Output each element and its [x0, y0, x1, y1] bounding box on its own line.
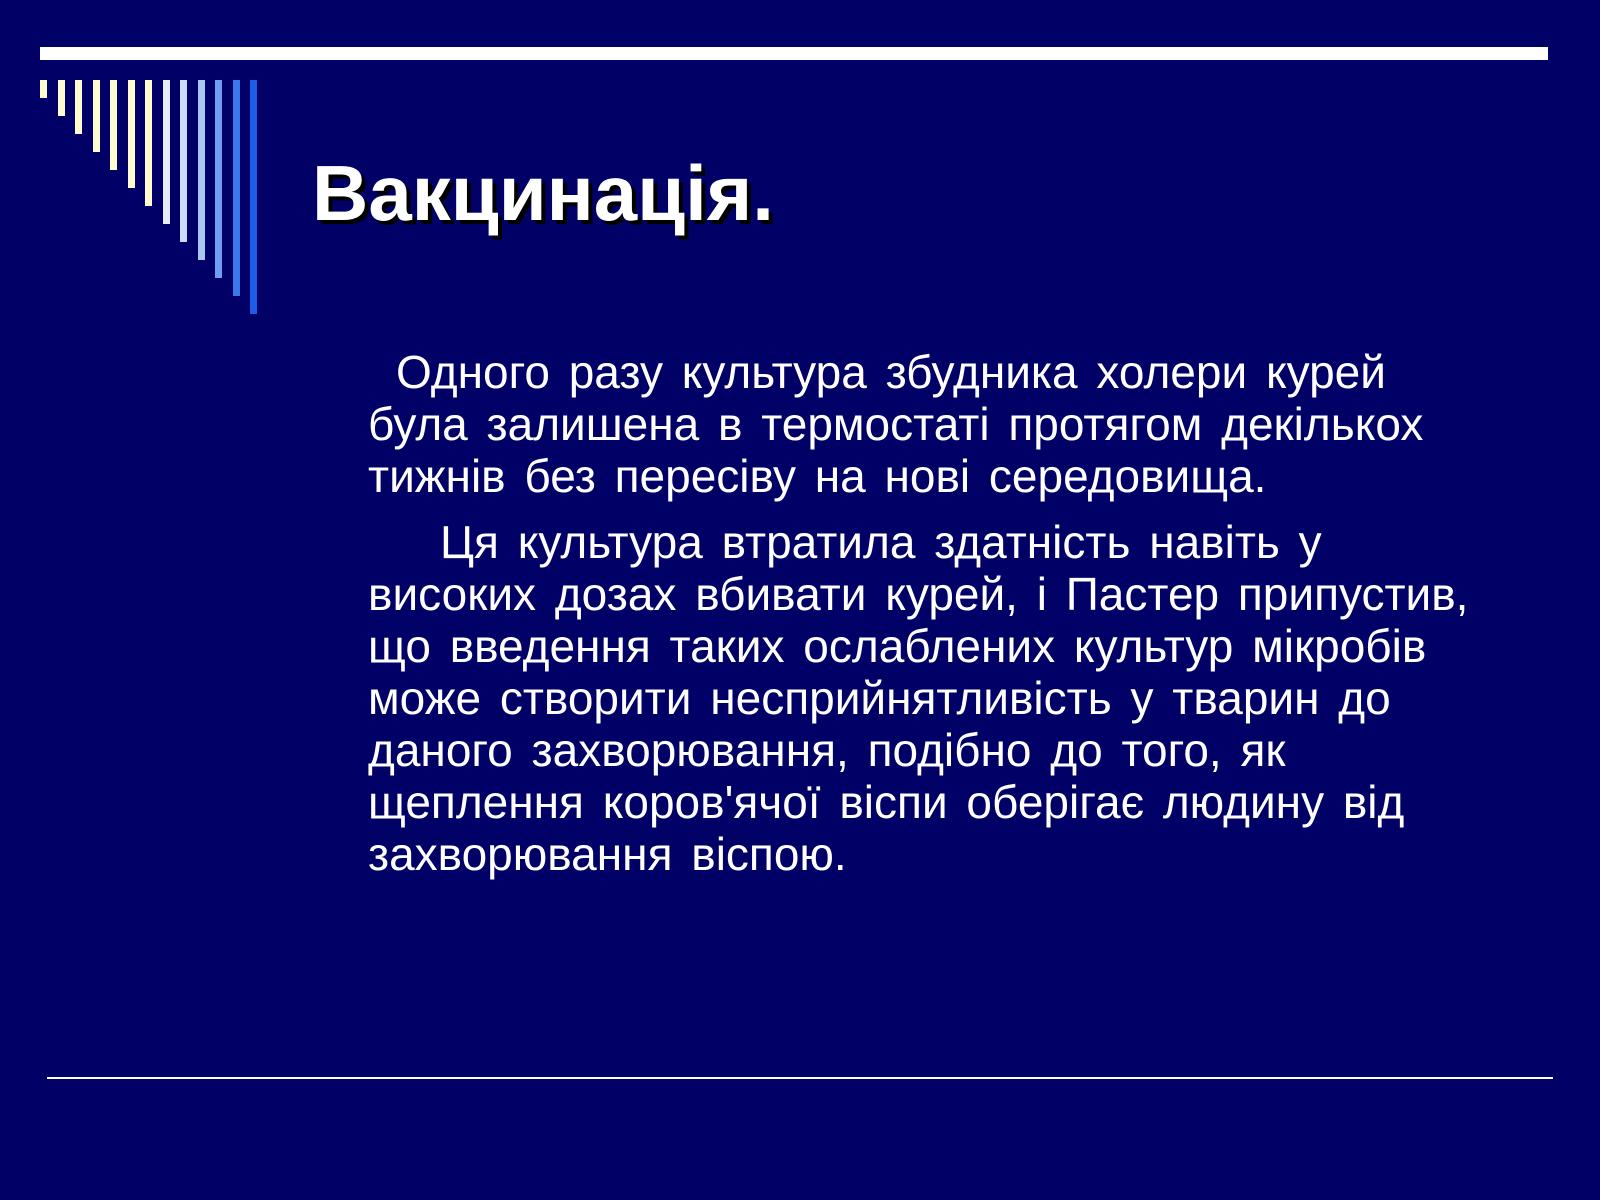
body-paragraph: Одного разу культура збудника холери курей була залишена в термостаті протягом декількох тижнів без пересіву на нові середовища.: [368, 346, 1424, 502]
slide-title: Вакцинація.: [312, 149, 774, 237]
body-paragraph: Ця культура втратила здатність навіть у високих дозах вбивати курей, і Пастер припустив, що введення таких ослаблених культур мікробів може створити несприйнятливість у тварин до даного захворювання, подібно до того, як щеплення коров'ячої віспи оберігає людину від захворювання віспою.: [368, 516, 1469, 880]
decorative-stripe: [145, 80, 152, 206]
decorative-stripes: [0, 0, 270, 340]
slide-body: [368, 346, 1498, 894]
decorative-stripe: [58, 80, 65, 116]
decorative-stripe: [180, 80, 187, 242]
bottom-rule: [47, 1077, 1553, 1079]
decorative-stripe: [233, 80, 240, 296]
decorative-stripe: [163, 80, 170, 224]
decorative-stripe: [93, 80, 100, 152]
decorative-stripe: [75, 80, 82, 134]
decorative-stripe: [128, 80, 135, 188]
decorative-stripe: [40, 80, 47, 98]
decorative-stripe: [250, 80, 257, 314]
decorative-stripe: [215, 80, 222, 278]
decorative-stripe: [198, 80, 205, 260]
decorative-stripe: [110, 80, 117, 170]
